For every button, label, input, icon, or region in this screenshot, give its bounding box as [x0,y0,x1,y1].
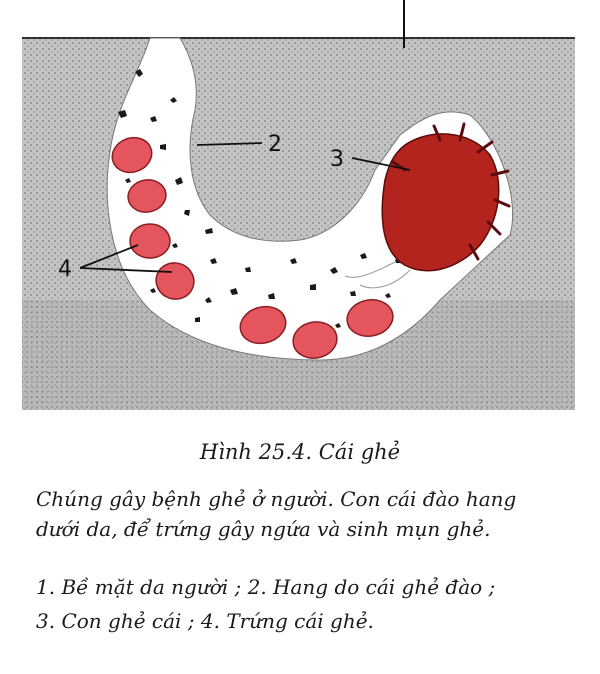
figure-caption: Hình 25.4. Cái ghẻ [199,440,401,464]
label-3: 3 [330,147,344,172]
description-line-1: Chúng gây bệnh ghẻ ở người. Con cái đào hang [36,487,517,511]
egg [130,224,170,258]
label-4: 4 [58,257,72,282]
legend-line-1: 1. Bề mặt da người ; 2. Hang do cái ghẻ đào ; [36,575,496,599]
legend-line-2: 3. Con ghẻ cái ; 4. Trứng cái ghẻ. [36,609,374,633]
label-2: 2 [268,132,282,157]
description-line-2: dưới da, để trứng gây ngứa và sinh mụn ghẻ. [36,517,491,541]
